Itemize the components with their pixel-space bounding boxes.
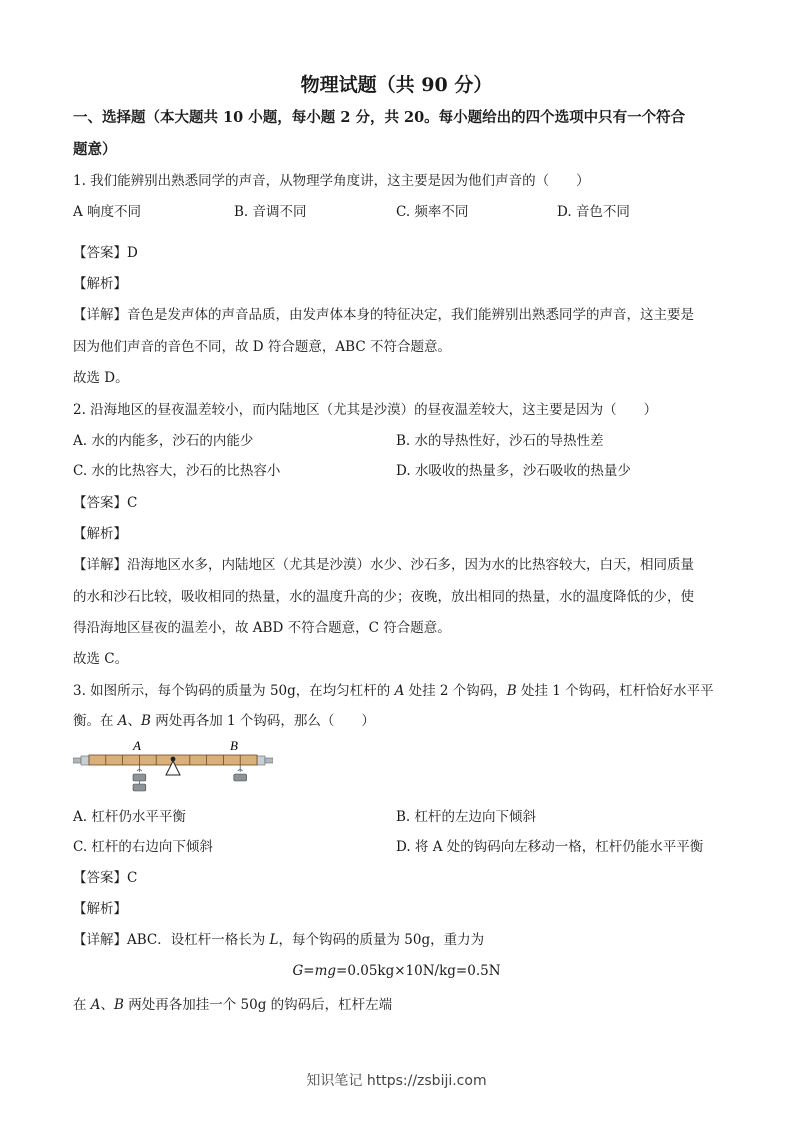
q3-detail-line1 bbox=[73, 931, 484, 949]
q1-stem: 1. 我们能辨别出熟悉同学的声音，从物理学角度讲，这主要是因为他们声音的（ ） bbox=[73, 173, 590, 189]
q2-option-a: A. 水的内能多，沙石的内能少 bbox=[73, 433, 254, 449]
q3-stem-text-b: 处挂 2 个钩码， bbox=[404, 683, 507, 699]
q1-option-c: C. 频率不同 bbox=[396, 204, 469, 220]
weight-at-b bbox=[234, 765, 247, 781]
q3-stem-text-a: 3. 如图所示，每个钩码的质量为 50g，在均匀杠杆的 bbox=[73, 683, 395, 699]
weights-at-a bbox=[133, 765, 146, 791]
q3-option-c: C. 杠杆的右边向下倾斜 bbox=[73, 839, 213, 855]
q2-answer-value: C bbox=[127, 495, 138, 511]
formula-rest: =0.05kg×10N/kg=0.5N bbox=[336, 963, 501, 979]
answer-label: 【答案】 bbox=[73, 870, 127, 886]
q3-analysis-label: 【解析】 bbox=[73, 901, 127, 917]
q2-option-b: B. 水的导热性好，沙石的导热性差 bbox=[396, 433, 604, 449]
q3-stem-line1 bbox=[73, 682, 714, 700]
q2-option-d: D. 水吸收的热量多，沙石吸收的热量少 bbox=[396, 463, 631, 479]
q3-stem-text-c: 处挂 1 个钩码，杠杆恰好水平平 bbox=[516, 683, 714, 699]
lever-figure bbox=[73, 738, 273, 798]
formula-eq: = bbox=[303, 963, 315, 979]
q3-point-b: B bbox=[141, 713, 151, 729]
q3-last-text-b: 两处再各加挂一个 50g 的钩码后，杠杆左端 bbox=[123, 997, 393, 1013]
q3-last-text-a: 在 bbox=[73, 997, 91, 1013]
q3-stem-line2 bbox=[73, 712, 375, 730]
detail-label: 【详解】 bbox=[73, 932, 127, 948]
q3-option-b: B. 杠杆的左边向下倾斜 bbox=[396, 809, 537, 825]
lever-label-b: B bbox=[230, 738, 238, 753]
lever-left-knob bbox=[81, 756, 89, 765]
q2-conclusion: 故选 C。 bbox=[73, 651, 129, 667]
q3-answer bbox=[73, 869, 137, 887]
q1-option-b: B. 音调不同 bbox=[234, 204, 307, 220]
page-footer-watermark: 知识笔记 https://zsbiji.com bbox=[306, 1073, 487, 1089]
q1-detail-line2: 因为他们声音的音色不同，故 D 符合题意，ABC 不符合题意。 bbox=[73, 339, 451, 355]
q3-option-d: D. 将 A 处的钩码向左移动一格，杠杆仍能水平平衡 bbox=[396, 839, 704, 855]
q1-option-d: D. 音色不同 bbox=[557, 204, 630, 220]
q1-detail-line1 bbox=[73, 306, 694, 324]
q3-point-a: A bbox=[394, 683, 405, 699]
q3-detail-line2 bbox=[73, 996, 392, 1014]
q1-answer bbox=[73, 244, 138, 262]
q3-sep: 、 bbox=[100, 997, 115, 1013]
q3-point-b: B bbox=[506, 683, 517, 699]
detail-label: 【详解】 bbox=[73, 557, 127, 573]
q3-sep: 、 bbox=[127, 713, 142, 729]
q1-detail-text1: 音色是发声体的声音品质，由发声体本身的特征决定，我们能辨别出熟悉同学的声音，这主要是 bbox=[127, 307, 694, 323]
formula-mg: mg bbox=[314, 963, 337, 979]
answer-label: 【答案】 bbox=[73, 245, 127, 261]
q1-answer-value: D bbox=[127, 245, 138, 261]
lever-right-knob bbox=[257, 756, 265, 765]
q1-conclusion: 故选 D。 bbox=[73, 370, 129, 386]
q3-detail-text-a: ABC．设杠杆一格长为 bbox=[127, 932, 270, 948]
lever-right-cap bbox=[265, 758, 273, 763]
q2-answer bbox=[73, 494, 137, 512]
q3-detail-text-b: ，每个钩码的质量为 50g，重力为 bbox=[278, 932, 485, 948]
q2-detail-line3: 得沿海地区昼夜的温差小，故 ABD 不符合题意，C 符合题意。 bbox=[73, 620, 451, 636]
detail-label: 【详解】 bbox=[73, 307, 127, 323]
page-title: 物理试题（共 90 分） bbox=[300, 74, 493, 96]
q2-option-c: C. 水的比热容大，沙石的比热容小 bbox=[73, 463, 281, 479]
q3-answer-value: C bbox=[127, 870, 138, 886]
q3-option-a: A. 杠杆仍水平平衡 bbox=[73, 809, 186, 825]
q1-option-a: A 响度不同 bbox=[73, 204, 142, 220]
lever-left-cap bbox=[73, 758, 81, 763]
section-heading-line2: 题意） bbox=[73, 141, 117, 158]
q3-point-a: A bbox=[117, 713, 128, 729]
q2-stem: 2. 沿海地区的昼夜温差较小，而内陆地区（尤其是沙漠）的昼夜温差较大，这主要是因为（ ） bbox=[73, 402, 658, 418]
q2-detail-line1 bbox=[73, 556, 694, 574]
q3-stem2-text-a: 衡。在 bbox=[73, 713, 118, 729]
formula-G: G bbox=[292, 963, 304, 979]
q2-detail-text1: 沿海地区水多，内陆地区（尤其是沙漠）水少、沙石多，因为水的比热容较大，白天，相同质量 bbox=[127, 557, 694, 573]
q3-detail-L: L bbox=[269, 932, 279, 948]
section-heading-line1: 一、选择题（本大题共 10 小题，每小题 2 分，共 20。每小题给出的四个选项中只有一个符合 bbox=[73, 109, 686, 126]
q2-analysis-label: 【解析】 bbox=[73, 526, 127, 542]
q3-point-a: A bbox=[90, 997, 101, 1013]
q1-analysis-label: 【解析】 bbox=[73, 276, 127, 292]
q2-detail-line2: 的水和沙石比较，吸收相同的热量，水的温度升高的少；夜晚，放出相同的热量，水的温度降低的少，使 bbox=[73, 589, 694, 605]
lever-label-a: A bbox=[133, 738, 141, 753]
q3-stem2-text-b: 两处再各加 1 个钩码，那么（ ） bbox=[150, 713, 375, 729]
q3-point-b: B bbox=[114, 997, 124, 1013]
answer-label: 【答案】 bbox=[73, 495, 127, 511]
q3-formula bbox=[0, 963, 793, 979]
